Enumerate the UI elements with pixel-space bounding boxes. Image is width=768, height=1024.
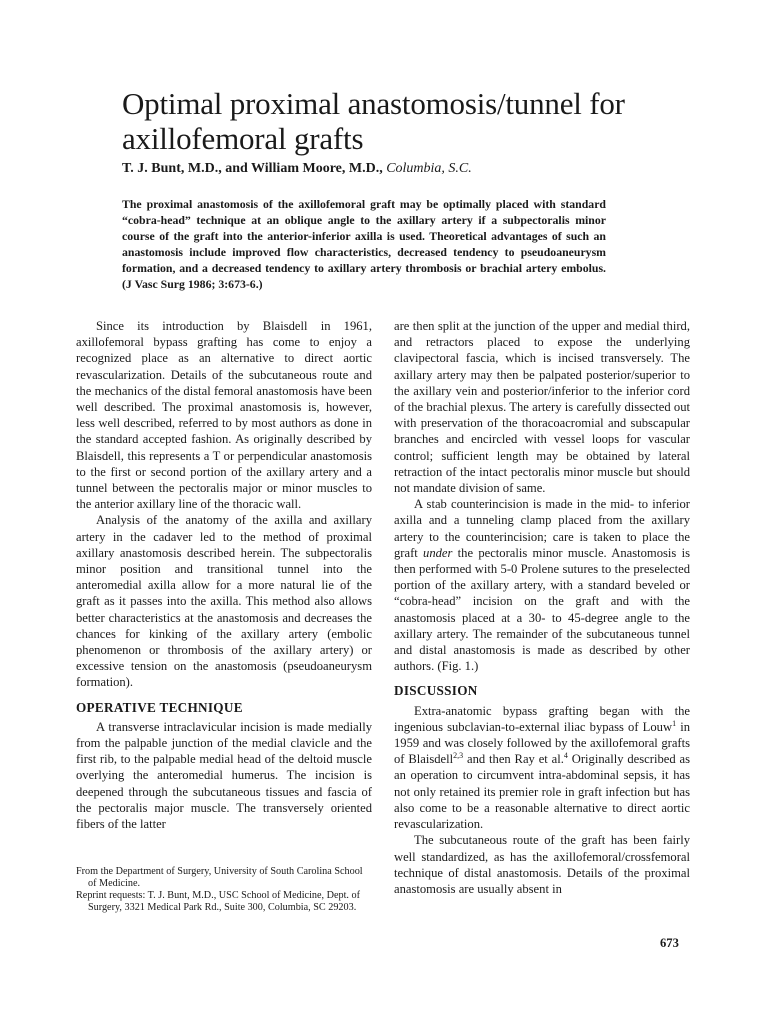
discussion-heading: DISCUSSION <box>394 683 478 699</box>
abstract <box>122 196 606 292</box>
intro-paragraph-2: Analysis of the anatomy of the axilla and axillary artery in the cadaver led to the method of proximal axillary anastomosis described herein. The subpectoralis minor position and transitional tunnel into the anteromedial axilla allow for a more natural lie of the graft as it passes into the axilla. This method also allows better characteristics at the anastomosis and decreases the chances for kinking of the axillary artery (embolic phenomenon or thrombosis of the axillary artery) or excessive tension on the anastomosis (pseudoaneurysm formation). <box>76 513 372 690</box>
subcutaneous-route-paragraph: The subcutaneous route of the graft has been fairly well standardized, as has the axillofemoral/crossfemoral technique of distal anastomosis. Details of the proximal anastomosis are usually absent in <box>394 833 690 896</box>
footnotes <box>76 866 372 914</box>
operative-technique-heading: OPERATIVE TECHNIQUE <box>76 699 243 715</box>
affiliation-footnote: From the Department of Surgery, University of South Carolina School of Medicine. <box>76 866 363 889</box>
discussion-text-2: in 1959 and was closely followed by the axillofemoral grafts of Blaisdell <box>394 719 690 767</box>
author-line <box>122 160 682 178</box>
reprint-footnote: Reprint requests: T. J. Bunt, M.D., USC School of Medicine, Dept. of Surgery, 3321 Medical Park Rd., Suite 300, Columbia, SC 29203. <box>76 890 361 913</box>
journal-citation: (J Vasc Surg 1986; 3:673-6.) <box>122 277 263 291</box>
emphasis-under: under <box>423 545 453 560</box>
author-location: Columbia, S.C. <box>386 161 472 176</box>
stab-text-2: the pectoralis minor muscle. Anastomosis is then performed with 5-0 Prolene sutures to the preselected portion of the axillary artery, with a standard beveled or “cobra-head” incision on the graft and with the anastomosis placed at a 30- to 45-degree angle to the axillary artery. The remainder of the subcutaneous tunnel and distal anastomosis is made as described by other authors. (Fig. 1.) <box>394 545 690 674</box>
reference-1: 1 <box>672 718 677 728</box>
title-line-2: axillofemoral grafts <box>122 121 364 156</box>
reference-4: 4 <box>563 751 568 761</box>
title-line-1: Optimal proximal anastomosis/tunnel for <box>122 86 625 121</box>
discussion-text-1: Extra-anatomic bypass grafting began with the ingenious subclavian-to-external iliac bypass of Louw <box>394 703 690 734</box>
article-title <box>122 86 682 156</box>
abstract-text: The proximal anastomosis of the axillofemoral graft may be optimally placed with standard “cobra-head” technique at an oblique angle to the axillary artery if a subpectoralis minor course of the graft into the anterior-inferior axilla is used. Theoretical advantages of such an anastomosis include improved flow characteristics, decreased tendency to pseudoaneurysm formation, and a decreased tendency to axillary artery thrombosis or brachial artery embolus. <box>122 197 606 275</box>
intro-paragraph-1: Since its introduction by Blaisdell in 1961, axillofemoral bypass grafting has come to enjoy a recognized place as an alternative to direct aortic revascularization. Details of the subcutaneous route and the mechanics of the distal femoral anastomosis have been well described. The proximal anastomosis is, however, less well described, referred to by most authors as done in the standard accepted fashion. As originally described by Blaisdell, this represents a T or perpendicular anastomosis to the first or second portion of the axillary artery and a tunnel between the pectoralis major or minor muscles to the anterior axillary line of the thoracic wall. <box>76 319 372 512</box>
reference-2-3: 2,3 <box>453 751 464 761</box>
operative-paragraph: A transverse intraclavicular incision is made medially from the palpable junction of the medial clavicle and the first rib, to the palpable medial head of the deltoid muscle overlying the anteromedial humerus. The incision is deepened through the subcutaneous tissues and fascia of the pectoralis major muscle. The transversely oriented fibers of the latter <box>76 719 372 832</box>
left-column <box>76 318 372 832</box>
continued-paragraph: are then split at the junction of the upper and medial third, and retractors placed to expose the underlying clavipectoral fascia, which is incised transversely. The axillary artery may then be palpated posterior/superior to the axillary vein and posterior/inferior to the inferior cord of the brachial plexus. The artery is carefully dissected out with preservation of the thoracoacromial and subscapular branches and encircled with vessel loops for vascular control; sufficient length may be obtained by lateral retraction of the intact pectoralis minor muscle but should not mandate division of same. <box>394 319 690 496</box>
page-number: 673 <box>660 936 679 950</box>
author-names: T. J. Bunt, M.D., and William Moore, M.D., <box>122 161 383 176</box>
right-column <box>394 318 690 897</box>
discussion-text-4: Originally described as an operation to circumvent intra-abdominal sepsis, it has not only retained its premier role in graft infection but has also come to be a reasonable alternative to direct aortic revascularization. <box>394 752 690 832</box>
stab-text-1: A stab counterincision is made in the mid- to inferior axilla and a tunneling clamp placed from the axillary artery to the counterincision; care is taken to place the graft <box>394 497 690 560</box>
stab-counterincision-paragraph <box>394 496 690 674</box>
discussion-paragraph <box>394 703 690 833</box>
discussion-text-3: and then Ray et al. <box>463 752 564 767</box>
